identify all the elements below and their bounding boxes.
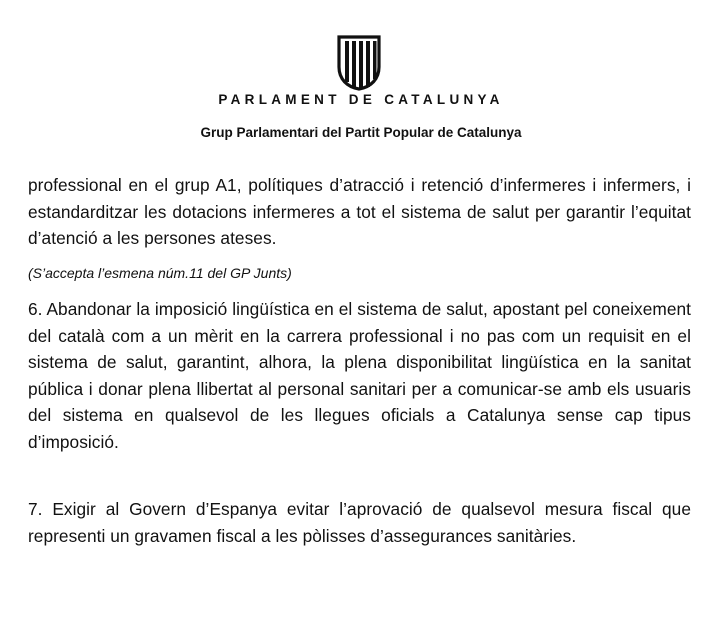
letterhead xyxy=(0,0,718,150)
point-6: 6. Abandonar la imposició lingüística en el sistema de salut, apostant pel coneixement del català com a un mèrit en la carrera professional i no pas com un requisit en el sistema de salut, garantint, alhora, la plena disponibilitat lingüística en la sanitat pública i donar plena llibertat al personal sanitari per a comunicar-se amb els usuaris del sistema en qualsevol de les llegues oficials a Catalunya sense cap tipus d’imposició. xyxy=(28,299,691,452)
senyera-emblem-icon xyxy=(335,33,383,91)
amendment-note: (S’accepta l’esmena núm.11 del GP Junts) xyxy=(28,265,292,281)
org-name: PARLAMENT DE CATALUNYA xyxy=(218,92,504,107)
group-name: Grup Parlamentari del Partit Popular de Catalunya xyxy=(200,125,522,140)
paragraph-continuation: professional en el grup A1, polítiques d’atracció i retenció d’infermeres i infermers, i estandarditzar les dotacions infermeres a tot el sistema de salut per garantir l’equitat d’atenció a les persones ateses. xyxy=(28,175,691,248)
point-7: 7. Exigir al Govern d’Espanya evitar l’aprovació de qualsevol mesura fiscal que representi un gravamen fiscal a les pòlisses d’assegurances sanitàries. xyxy=(28,499,691,546)
